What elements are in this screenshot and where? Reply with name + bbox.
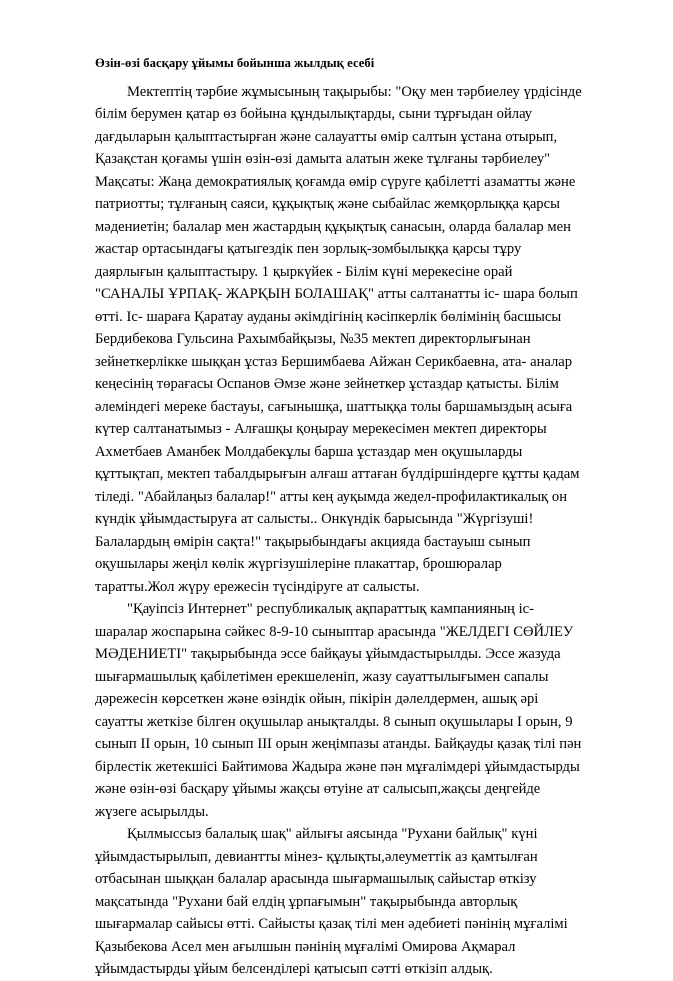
paragraph-3: Қылмыссыз балалық шақ" айлығы аясында "Рухани байлық" күні ұйымдастырылып, девиантты мінез- құлықты,әлеуметтік аз қамтылған отбасынан шыққан балалар арасында шығармашылық сайыстар өткізу мақсатында "Рухани бай елдің ұрпағымын" тақырыбында авторлық шығармалар сайысы өтті. Сайысты қазақ тілі мен әдебиеті пәнінің мұғалімі Қазыбекова Асел мен ағылшын пәнінің мұғалімі Омирова Ақмарал ұйымдастырды ұйым белсенділері қатысып сәтті өткізіп алдық. (95, 826, 568, 978)
document-body (95, 55, 582, 981)
page-title: Өзін-өзі басқару ұйымы бойынша жылдық есебі (95, 56, 375, 70)
paragraph-2: "Қауіпсіз Интернет" республикалық ақпараттық кампанияның іс- шаралар жоспарына сәйкес 8-9-10 сыныптар арасында "ЖЕЛДЕГІ СӨЙЛЕУ МӘДЕНИЕТІ" тақырыбында эссе байқауы ұйымдастырылды. Эссе жазуда шығармашылық қабілетімен ерекшеленіп, жазу сауаттылығымен сапалы дәрежесін көрсеткен және өзіндік ойын, пікірін дәлелдермен, ашық әрі сауатты жеткізе білген оқушылар анықталды. 8 сынып оқушылары І орын, 9 сынып ІІ орын, 10 сынып ІІІ орын жеңімпазы атанды. Байқауды қазақ тілі пән бірлестік жетекшісі Байтимова Жадыра және пән мұғалімдері ұйымдастырды және өзін-өзі басқару ұйымы жақсы өтуіне ат салысып,жақсы деңгейде жүзеге асырылды. (95, 601, 582, 820)
paragraph-1: Мектептің тәрбие жұмысының тақырыбы: "Оқу мен тәрбиелеу үрдісінде білім берумен қатар өз бойына құндылықтарды, сыни тұрғыдан ойлау дағдыларын қалыптастырған және салауатты өмір салтын ұстана отырып, Қазақстан қоғамы үшін өзін-өзі дамыта алатын жеке тұлғаны тәрбиелеу" Мақсаты: Жаңа демократиялық қоғамда өмір сүруге қабілетті азаматты және патриотты; тұлғаның саяси, құқықтық және сыбайлас жемқорлыққа қарсы мәдениетін; балалар мен жастардың құқықтық санасын, оларда балалар мен жастар ортасындағы қатыгездік пен зорлық-зомбылыққа қарсы тұру даярлығын қалыптастыру. 1 қыркүйек - Білім күні мерекесіне орай "САНАЛЫ ҰРПАҚ- ЖАРҚЫН БОЛАШАҚ" атты салтанатты іс- шара болып өтті. Іс- шараға Қаратау ауданы әкімдігінің кәсіпкерлік бөлімінің басшысы Бердибекова Гульсина Рахымбайқызы, №35 мектеп директорлығынан зейнеткерлікке шыққан ұстаз Бершимбаева Айжан Серикбаевна, ата- аналар кеңесінің төрағасы Оспанов Әмзе және зейнеткер ұстаздар қатысты. Білім әлеміндегі мереке бастауы, сағынышқа, шаттыққа толы баршамыздың асыға күтер салтанатымыз - Алғашқы қоңырау мерекесімен мектеп директоры Ахметбаев Аманбек Молдабекұлы барша ұстаздар мен оқушыларды құттықтап, мектеп табалдырығын алғаш аттаған бүлдіршіндерге құтты қадам тіледі. "Абайлаңыз балалар!" атты кең ауқымда жедел-профилактикалық он күндік ұйымдастыруға ат салысты.. Онкүндік барысында "Жүргізуші! Балалардың өмірін сақта!" тақырыбындағы акцияда бастауыш сынып оқушылары жеңіл көлік жүргізушілеріне плакаттар, брошюралар таратты.Жол жүру ережесін түсіндіруге ат салысты. (95, 83, 582, 595)
